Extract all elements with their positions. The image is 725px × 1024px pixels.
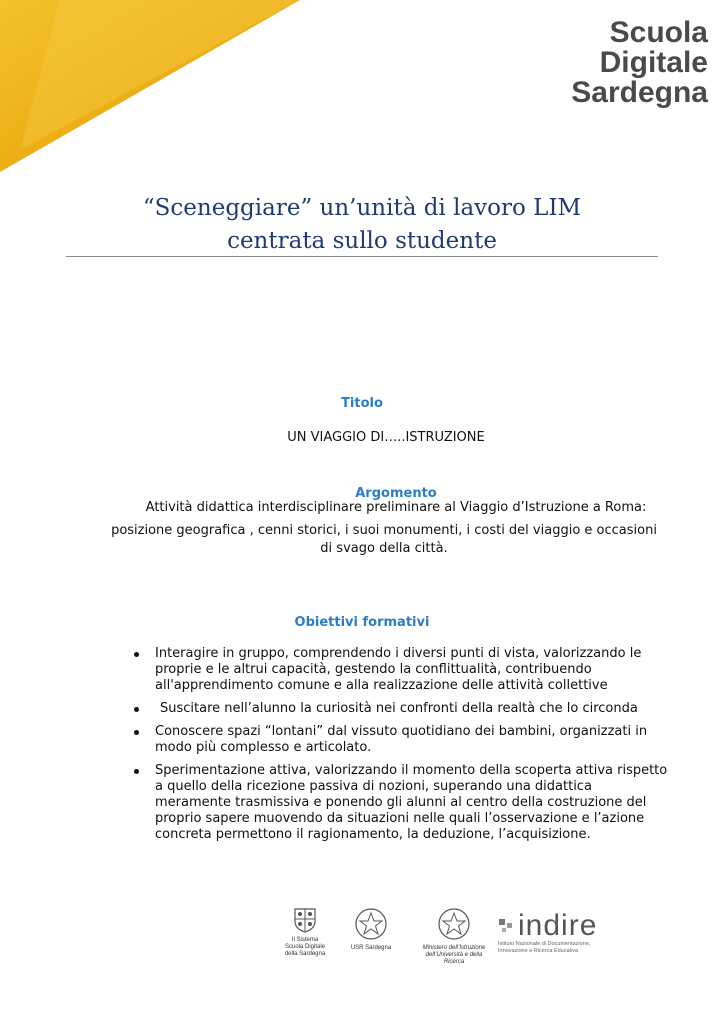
brand-line-2: Digitale	[599, 46, 708, 79]
sds-caption-1: Il Sistema	[291, 937, 319, 943]
sds-caption-2: Scuola Digitale	[284, 944, 326, 950]
list-item: Suscitare nell’alunno la curiosità nei confronti della realtà che lo circonda	[128, 701, 668, 717]
usr-caption: USR Sardegna	[350, 945, 392, 951]
indire-caption-1: Istituto Nazionale di Documentazione,	[498, 941, 591, 947]
miur-caption-2: dell’Università e della Ricerca	[425, 952, 483, 965]
title-line-1: “Sceneggiare” un’unità di lavoro LIM	[142, 195, 582, 221]
list-item: Interagire in gruppo, comprendendo i diversi punti di vista, valorizzando le proprie e le altrui capacità, gestendo la conflittualità, contribuendo all'apprendimento comune e alla realizzazione delle attività collettive	[128, 646, 668, 694]
coat-of-arms-icon	[293, 907, 317, 933]
obiettivi-heading: Obiettivi formativi	[294, 615, 430, 630]
list-item: Sperimentazione attiva, valorizzando il momento della scoperta attiva rispetto a quello della ricezione passiva di nozioni, superando una didattica meramente trasmissiva e ponendo gli alunni al centro della costruzione del proprio sapere muovendo da situazioni nelle quali l’osservazione e l’azione concreta permettono il ragionamento, la deduzione, l’acquisizione.	[128, 763, 668, 843]
indire-caption-2: Innovazione e Ricerca Educativa	[498, 948, 579, 954]
miur-caption-1: Ministero dell’Istruzione	[422, 945, 486, 951]
obiettivi-list	[128, 646, 668, 850]
corner-graphic	[0, 0, 300, 175]
title-divider	[66, 256, 658, 257]
usr-logo	[348, 907, 394, 952]
republic-emblem-icon	[354, 907, 388, 941]
list-item: Conoscere spazi “lontani” dal vissuto quotidiano dei bambini, organizzati in modo più complesso e articolato.	[128, 724, 668, 756]
indire-wordmark: indire	[518, 909, 598, 942]
miur-logo	[420, 907, 488, 966]
brand-logo	[571, 18, 708, 108]
republic-emblem-icon	[437, 907, 471, 941]
indire-logo	[498, 911, 628, 955]
brand-line-1: Scuola	[609, 16, 708, 49]
argomento-line-2: posizione geografica , cenni storici, i suoi monumenti, i costi del viaggio e occasioni di svago della città.	[111, 523, 657, 556]
brand-line-3: Sardegna	[571, 76, 708, 109]
titolo-heading: Titolo	[341, 396, 383, 411]
document-title	[66, 192, 658, 258]
footer-logos	[280, 907, 640, 967]
argomento-heading: Argomento	[355, 486, 437, 501]
sds-logo	[280, 907, 330, 958]
indire-squares-icon	[498, 916, 518, 936]
titolo-value: UN VIAGGIO DI…..ISTRUZIONE	[287, 430, 485, 445]
title-line-2: centrata sullo studente	[227, 228, 497, 254]
sds-caption-3: della Sardegna	[284, 951, 326, 957]
argomento-line-1: Attività didattica interdisciplinare preliminare al Viaggio d’Istruzione a Roma:	[145, 500, 647, 515]
